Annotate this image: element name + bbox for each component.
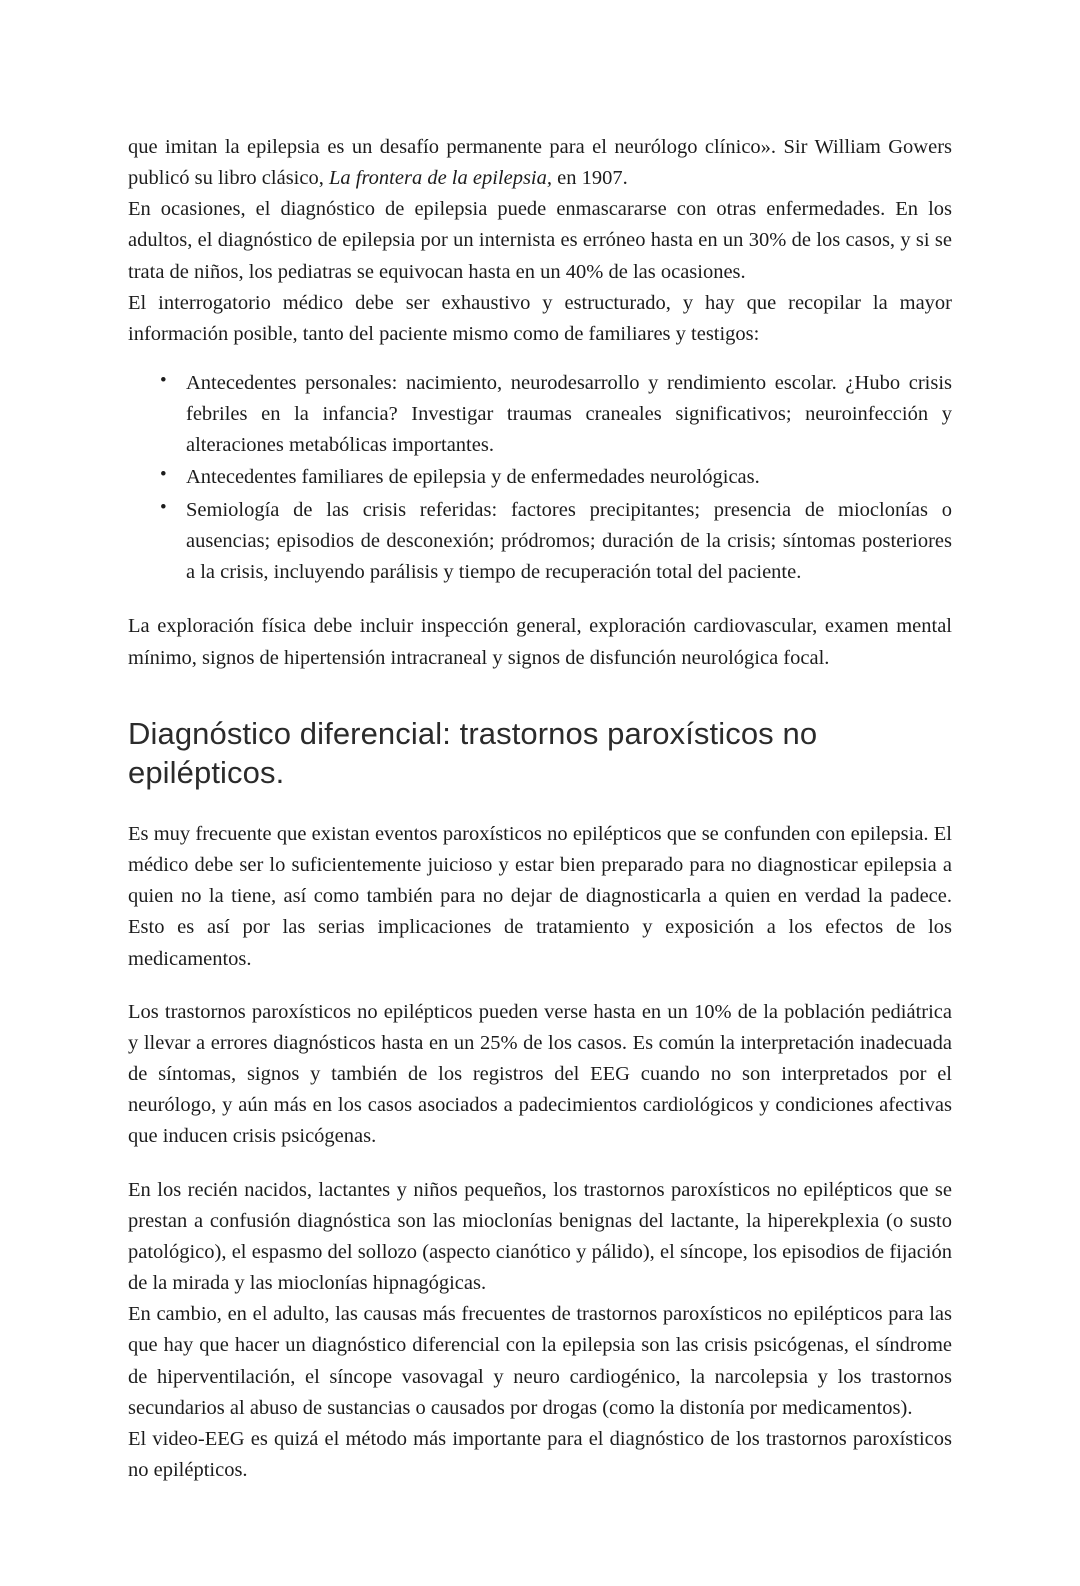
- paragraph-intro-3: El interrogatorio médico debe ser exhaustivo y estructurado, y hay que recopilar la mayor información posible, tanto del paciente mismo como de familiares y testigos:: [128, 291, 952, 345]
- list-item: • Antecedentes personales: nacimiento, neurodesarrollo y rendimiento escolar. ¿Hubo crisis febriles en la infancia? Investigar traumas craneales significativos; neuroinfección y alteraciones metabólicas importantes.: [186, 368, 952, 460]
- paragraph-body-4: En cambio, en el adulto, las causas más frecuentes de trastornos paroxísticos no epilépticos para las que hay que hacer un diagnóstico diferencial con la epilepsia son las crisis psicógenas, el síndrome de hiperventilación, el síncope vasovagal y neuro cardiogénico, la narcolepsia y los trastornos secundarios al abuso de sustancias o causados por drogas (como la distonía por medicamentos).: [128, 1303, 952, 1419]
- paragraph-body-2: Los trastornos paroxísticos no epilépticos pueden verse hasta en un 10% de la población pediátrica y llevar a errores diagnósticos hasta en un 25% de los casos. Es común la interpretación inadecuada de síntomas, signos y también de los registros del EEG cuando no son interpretados por el neurólogo, y aún más en los casos asociados a padecimientos cardiológicos y condiciones afectivas que inducen crisis psicógenas.: [128, 1000, 952, 1148]
- paragraph-intro-2: En ocasiones, el diagnóstico de epilepsia puede enmascararse con otras enfermedades. En los adultos, el diagnóstico de epilepsia por un internista es erróneo hasta en un 30% de los casos, y si se trata de niños, los pediatras se equivocan hasta en un 40% de las ocasiones.: [128, 198, 952, 283]
- book-title-italic: La frontera de la epilepsia,: [328, 167, 553, 190]
- spacer: [128, 589, 952, 611]
- list-item: • Semiología de las crisis referidas: factores precipitantes; presencia de mioclonías o ausencias; episodios de desconexión; pródromos; duración de la crisis; síntomas posteriores a la crisis, incluyendo parálisis y tiempo de recuperación total del paciente.: [186, 495, 952, 587]
- paragraph-intro-1-text: que imitan la epilepsia es un desafío permanente para el neurólogo clínico». Sir William Gowers publicó su libro clásico,: [128, 136, 952, 190]
- history-bullet-list: [128, 368, 952, 587]
- paragraph-body-5: El video-EEG es quizá el método más importante para el diagnóstico de los trastornos paroxísticos no epilépticos.: [128, 1427, 952, 1481]
- spacer: [128, 1153, 952, 1175]
- paragraph-intro-1: [128, 132, 952, 194]
- spacer: [128, 975, 952, 997]
- paragraph-body-1: Es muy frecuente que existan eventos paroxísticos no epilépticos que se confunden con epilepsia. El médico debe ser lo suficientemente juicioso y estar bien preparado para no diagnosticar epilepsia a quien no la tiene, así como también para no dejar de diagnosticarla a quien en verdad la padece. Esto es así por las serias implicaciones de tratamiento y exposición a los efectos de los medicamentos.: [128, 823, 952, 970]
- list-item: • Antecedentes familiares de epilepsia y de enfermedades neurológicas.: [186, 462, 952, 493]
- paragraph-body-3: En los recién nacidos, lactantes y niños pequeños, los trastornos paroxísticos no epilépticos que se prestan a confusión diagnóstica son las mioclonías benignas del lactante, la hiperekplexia (o susto patológico), el espasmo del sollozo (aspecto cianótico y pálido), el síncope, los episodios de fijación de la mirada y las mioclonías hipnagógicas.: [128, 1178, 952, 1295]
- paragraph-physical-exam: La exploración física debe incluir inspección general, exploración cardiovascular, examen mental mínimo, signos de hipertensión intracraneal y signos de disfunción neurológica focal.: [128, 615, 952, 669]
- book-title-tail: en 1907.: [552, 167, 628, 190]
- section-heading: Diagnóstico diferencial: trastornos paroxísticos no epilépticos.: [128, 715, 818, 791]
